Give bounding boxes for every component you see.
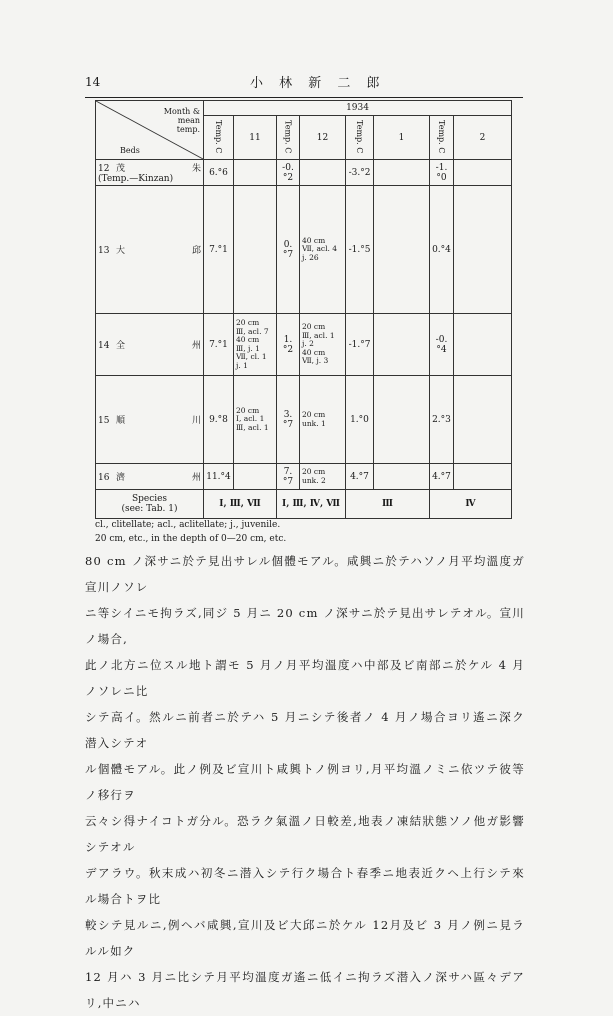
mean-temperature: -1.°5 xyxy=(346,186,374,314)
observation-cell xyxy=(454,186,512,314)
observation-cell xyxy=(374,186,430,314)
observation-line: unk. 1 xyxy=(302,418,326,428)
observation-line: 20 cm xyxy=(236,405,260,415)
body-line: シテ高イ。然ルニ前者ニ於テハ 5 月ニシテ後者ノ 4 月ノ場合ヨリ遙ニ深ク潜入シテオ xyxy=(85,710,525,750)
species-row xyxy=(96,490,512,519)
observation-cell xyxy=(234,464,277,490)
observation-line: Ⅲ, acl. 1 xyxy=(236,422,269,432)
mean-temperature: 1.°0 xyxy=(346,376,374,464)
body-line: 12 月ハ 3 月ニ比シテ月平均溫度ガ遙ニ低イニ拘ラズ潜入ノ深サハ區々デアリ,中ニハ xyxy=(85,970,525,1010)
bed-row xyxy=(96,376,512,464)
corner-month-label: Month & mean temp. xyxy=(163,107,200,134)
bed-row xyxy=(96,314,512,376)
bed-name-second: 州 xyxy=(191,473,201,483)
mean-temperature: 4.°7 xyxy=(346,464,374,490)
observation-cell xyxy=(300,376,346,464)
table-notes xyxy=(95,518,286,546)
body-line: 云々シ得ナイコトガ分ル。恐ラク氣溫ノ日較差,地表ノ凍結狀態ソノ他ガ影響シテオル xyxy=(85,814,525,854)
bed-row xyxy=(96,464,512,490)
observation-line: Ⅶ, j. 3 xyxy=(302,356,329,366)
mean-temperature: -1.°7 xyxy=(346,314,374,376)
month-column-header: 11 xyxy=(234,116,277,160)
body-text xyxy=(85,548,525,1016)
month-column-header: 2 xyxy=(454,116,512,160)
species-dec: Ⅰ, Ⅲ, Ⅳ, Ⅶ xyxy=(277,490,346,519)
bed-name xyxy=(96,314,204,376)
temp-column-header: Temp. C xyxy=(204,116,234,160)
note-depth: 20 cm, etc., in the depth of 0—20 cm, etc. xyxy=(95,534,287,544)
observation-line: j. 26 xyxy=(302,252,319,262)
month-column-header: 1 xyxy=(374,116,430,160)
temp-column-header: Temp. C xyxy=(346,116,374,160)
observation-line: 20 cm xyxy=(236,318,260,327)
observation-cell xyxy=(300,314,346,376)
temp-column-header: Temp. C xyxy=(277,116,300,160)
bed-name-second: 邱 xyxy=(191,246,201,256)
observation-line: j. 1 xyxy=(236,360,248,370)
bed-name xyxy=(96,376,204,464)
year-header: 1934 xyxy=(204,101,512,116)
mean-temperature: -0.°2 xyxy=(277,160,300,186)
bed-name-first: 大 xyxy=(116,246,126,256)
observation-line: Ⅶ, cl. 1 xyxy=(236,352,267,361)
bed-name-first: 茂 xyxy=(116,164,126,174)
mean-temperature: 7.°7 xyxy=(277,464,300,490)
body-line: ル個體モアル。此ノ例及ビ宣川ト咸興トノ例ヨリ,月平均溫ノミニ依ツテ彼等ノ移行ヲ xyxy=(85,762,525,802)
mean-temperature: 0.°4 xyxy=(430,186,454,314)
mean-temperature: 2.°3 xyxy=(430,376,454,464)
species-label: Species (see: Tab. 1) xyxy=(96,490,204,519)
mean-temperature: 1.°2 xyxy=(277,314,300,376)
observation-line: 20 cm xyxy=(302,322,326,332)
bed-name-first: 順 xyxy=(116,416,126,426)
observation-cell xyxy=(454,464,512,490)
observation-line: 20 cm xyxy=(302,410,326,419)
observation-line: 40 cm xyxy=(302,347,326,357)
observation-line: 40 cm xyxy=(302,235,326,245)
mean-temperature: 6.°6 xyxy=(204,160,234,186)
bed-row xyxy=(96,186,512,314)
observation-cell xyxy=(374,314,430,376)
observation-line: Ⅲ, acl. 1 xyxy=(302,330,335,340)
bed-name-first: 全 xyxy=(116,341,126,351)
body-line: 較シテ見ルニ,例ヘバ咸興,宣川及ビ大邱ニ於ケル 12月及ビ 3 月ノ例ニ見ラルル如ク xyxy=(85,918,525,958)
observation-cell xyxy=(454,160,512,186)
observation-line: j. 2 xyxy=(302,339,314,349)
observation-cell xyxy=(454,376,512,464)
corner-beds-label: Beds xyxy=(120,146,140,155)
table-corner xyxy=(96,101,204,160)
bed-name xyxy=(96,186,204,314)
observation-cell xyxy=(374,160,430,186)
species-feb: Ⅳ xyxy=(430,490,512,519)
observation-cell xyxy=(300,186,346,314)
observation-cell xyxy=(234,376,277,464)
observation-line: Ⅶ, acl. 4 xyxy=(302,244,338,254)
observation-line: Ⅲ, acl. 7 xyxy=(236,326,269,336)
bed-name-second: 州 xyxy=(191,341,201,351)
page-number: 14 xyxy=(85,75,101,89)
month-column-header: 12 xyxy=(300,116,346,160)
body-line: 此ノ北方ニ位スル地ト謂モ 5 月ノ月平均溫度ハ中部及ビ南部ニ於ケル 4 月ノソレニ比 xyxy=(85,658,525,698)
bed-number: 15 xyxy=(98,416,110,426)
species-nov: Ⅰ, Ⅲ, Ⅶ xyxy=(204,490,277,519)
body-line: 80 cm ノ深サニ於テ見出サレル個體モアル。咸興ニ於テハソノ月平均溫度ガ宣川ノソレ xyxy=(85,554,525,594)
observation-cell xyxy=(374,464,430,490)
observation-line: Ⅰ, acl. 1 xyxy=(236,414,265,424)
mean-temperature: 4.°7 xyxy=(430,464,454,490)
observation-cell xyxy=(454,314,512,376)
bed-name xyxy=(96,160,204,186)
mean-temperature: -3.°2 xyxy=(346,160,374,186)
bed-number: 13 xyxy=(98,246,110,256)
mean-temperature: 11.°4 xyxy=(204,464,234,490)
note-abbreviations: cl., clitellate; acl., aclitellate; j., juvenile. xyxy=(95,520,281,530)
header-rule xyxy=(85,97,523,98)
bed-number: 12 xyxy=(98,164,110,174)
bed-number: 16 xyxy=(98,473,110,483)
bed-name-second: 川 xyxy=(191,416,201,426)
table-body xyxy=(96,160,512,490)
observation-cell xyxy=(300,160,346,186)
observation-line: 20 cm xyxy=(302,467,326,476)
bed-name-second: 朱 xyxy=(191,164,201,174)
mean-temperature: 3.°7 xyxy=(277,376,300,464)
observation-cell xyxy=(234,160,277,186)
table-header-row xyxy=(96,101,512,116)
observation-cell xyxy=(374,376,430,464)
observation-cell xyxy=(234,186,277,314)
body-line: デアラウ。秋末成ハ初冬ニ潜入シテ行ク場合ト春季ニ地表近クヘ上行シテ來ル場合トヲ比 xyxy=(85,866,525,906)
observation-line: Ⅲ, j. 1 xyxy=(236,343,260,353)
mean-temperature: 0.°7 xyxy=(277,186,300,314)
bed-row xyxy=(96,160,512,186)
mean-temperature: 7.°1 xyxy=(204,186,234,314)
observation-cell xyxy=(234,314,277,376)
observation-line: 40 cm xyxy=(236,335,260,344)
mean-temperature: 7.°1 xyxy=(204,314,234,376)
body-line: ニ等シイニモ拘ラズ,同ジ 5 月ニ 20 cm ノ深サニ於テ見出サレテオル。宣川ノ場合, xyxy=(85,606,525,646)
bed-number: 14 xyxy=(98,341,110,351)
mean-temperature: 9.°8 xyxy=(204,376,234,464)
species-jan: Ⅲ xyxy=(346,490,430,519)
bed-name xyxy=(96,464,204,490)
temperature-table xyxy=(95,100,512,519)
observation-line: unk. 2 xyxy=(302,475,326,485)
bed-romaji: (Temp.—Kinzan) xyxy=(98,174,174,184)
mean-temperature: -0.°4 xyxy=(430,314,454,376)
running-title: 小 林 新 二 郎 xyxy=(250,76,386,91)
mean-temperature: -1.°0 xyxy=(430,160,454,186)
observation-cell xyxy=(300,464,346,490)
bed-name-first: 濟 xyxy=(116,473,126,483)
temp-column-header: Temp. C xyxy=(430,116,454,160)
